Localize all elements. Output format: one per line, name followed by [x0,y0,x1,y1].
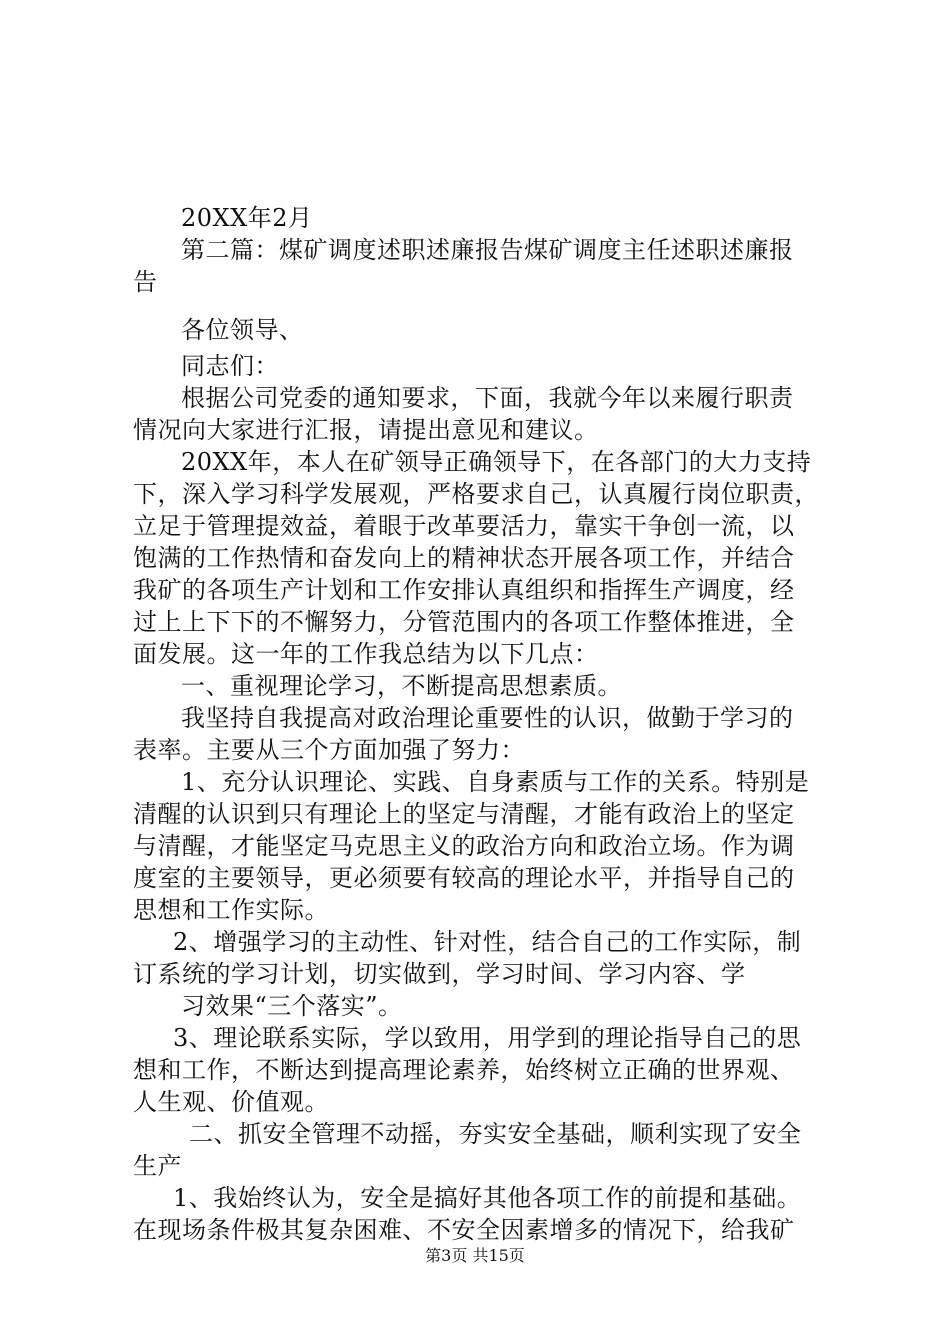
paragraph-line: 在现场条件极其复杂困难、不安全因素增多的情况下，给我矿 [133,1216,795,1244]
paragraph-line: 习效果“三个落实”。 [181,992,403,1020]
paragraph-line: 度室的主要领导，更必须要有较高的理论水平，并指导自己的 [133,864,795,892]
paragraph-line: 根据公司党委的通知要求，下面，我就今年以来履行职责 [181,384,794,412]
paragraph-line: 1、我始终认为，安全是搞好其他各项工作的前提和基础。 [173,1184,802,1212]
heading-line: 二、抓安全管理不动摇，夯实安全基础，顺利实现了安全 [189,1120,802,1148]
paragraph-line: 与清醒，才能坚定马克思主义的政治方向和政治立场。作为调 [133,832,795,860]
paragraph-line: 立足于管理提效益，着眼于改革要活力，靠实干争创一流，以 [133,512,795,540]
paragraph-line: 下，深入学习科学发展观，严格要求自己，认真履行岗位职责， [133,480,819,508]
date-line: 20XX年2月 [181,204,313,232]
salutation-line-1: 各位领导、 [181,316,304,344]
paragraph-line: 20XX年，本人在矿领导正确领导下，在各部门的大力支持 [181,448,812,476]
paragraph-line: 1、充分认识理论、实践、自身素质与工作的关系。特别是 [181,768,810,796]
paragraph-line: 表率。主要从三个方面加强了努力： [133,736,525,764]
paragraph-line: 清醒的认识到只有理论上的坚定与清醒，才能有政治上的坚定 [133,800,795,828]
document-body [133,202,833,1246]
page-number-footer: 第3页 共15页 [425,1246,525,1265]
paragraph-line: 想和工作，不断达到提高理论素养，始终树立正确的世界观、 [133,1056,795,1084]
heading-line: 一、重视理论学习，不断提高思想素质。 [181,672,622,700]
paragraph-line: 我矿的各项生产计划和工作安排认真组织和指挥生产调度，经 [133,576,795,604]
paragraph-line: 2、增强学习的主动性、针对性，结合自己的工作实际，制 [173,928,802,956]
section-title-line-2: 告 [133,268,158,296]
paragraph-line: 饱满的工作热情和奋发向上的精神状态开展各项工作，并结合 [133,544,795,572]
paragraph-line: 3、理论联系实际，学以致用，用学到的理论指导自己的思 [173,1024,802,1052]
paragraph-line: 思想和工作实际。 [133,896,329,924]
heading-line: 生产 [133,1152,182,1180]
paragraph-line: 情况向大家进行汇报，请提出意见和建议。 [133,416,599,444]
salutation-line-2: 同志们： [181,352,279,380]
paragraph-line: 过上上下下的不懈努力，分管范围内的各项工作整体推进，全 [133,608,795,636]
paragraph-line: 面发展。这一年的工作我总结为以下几点： [133,640,599,668]
section-title-line-1: 第二篇：煤矿调度述职述廉报告煤矿调度主任述职述廉报 [181,236,794,264]
paragraph-line: 人生观、价值观。 [133,1088,329,1116]
paragraph-line: 订系统的学习计划，切实做到，学习时间、学习内容、学 [133,960,746,988]
paragraph-line: 我坚持自我提高对政治理论重要性的认识，做勤于学习的 [181,704,794,732]
